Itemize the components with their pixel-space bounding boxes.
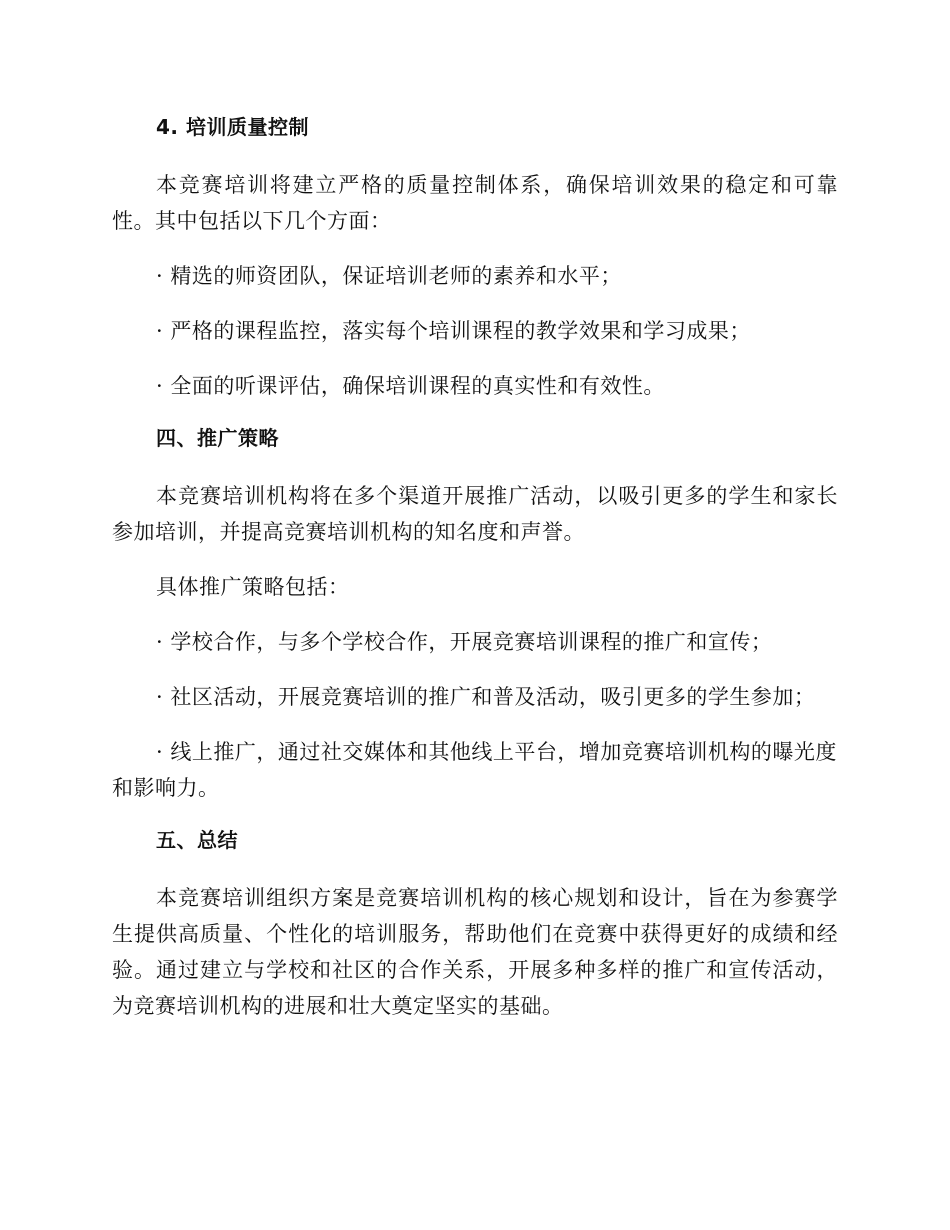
paragraph-promotion-intro: 本竞赛培训机构将在多个渠道开展推广活动，以吸引更多的学生和家长参加培训，并提高竞赛培训机构的知名度和声誉。 bbox=[112, 484, 838, 544]
paragraph-quality-intro: 本竞赛培训将建立严格的质量控制体系，确保培训效果的稳定和可靠性。其中包括以下几个方面： bbox=[112, 173, 838, 233]
list-item-school-cooperation: · 学校合作，与多个学校合作，开展竞赛培训课程的推广和宣传； bbox=[156, 630, 773, 654]
paragraph-summary: 本竞赛培训组织方案是竞赛培训机构的核心规划和设计，旨在为参赛学生提供高质量、个性化的培训服务，帮助他们在竞赛中获得更好的成绩和经验。通过建立与学校和社区的合作关系，开展多种多样的推广和宣传活动，为竞赛培训机构的进展和壮大奠定坚实的基础。 bbox=[112, 886, 838, 1018]
list-item-course-monitoring: · 严格的课程监控，落实每个培训课程的教学效果和学习成果； bbox=[156, 319, 751, 343]
section-heading-promotion: 四、推广策略 bbox=[156, 426, 279, 450]
list-item-teachers: · 精选的师资团队，保证培训老师的素养和水平； bbox=[156, 264, 622, 288]
list-item-online-promotion: · 线上推广，通过社交媒体和其他线上平台，增加竞赛培训机构的曝光度和影响力。 bbox=[112, 740, 837, 800]
list-item-community-activity: · 社区活动，开展竞赛培训的推广和普及活动，吸引更多的学生参加； bbox=[156, 685, 816, 709]
list-item-evaluation: · 全面的听课评估，确保培训课程的真实性和有效性。 bbox=[156, 374, 665, 398]
section-heading-quality-control: 4. 培训质量控制 bbox=[156, 115, 309, 139]
section-heading-summary: 五、总结 bbox=[156, 828, 238, 852]
paragraph-promotion-list-lead: 具体推广策略包括： bbox=[156, 575, 350, 599]
